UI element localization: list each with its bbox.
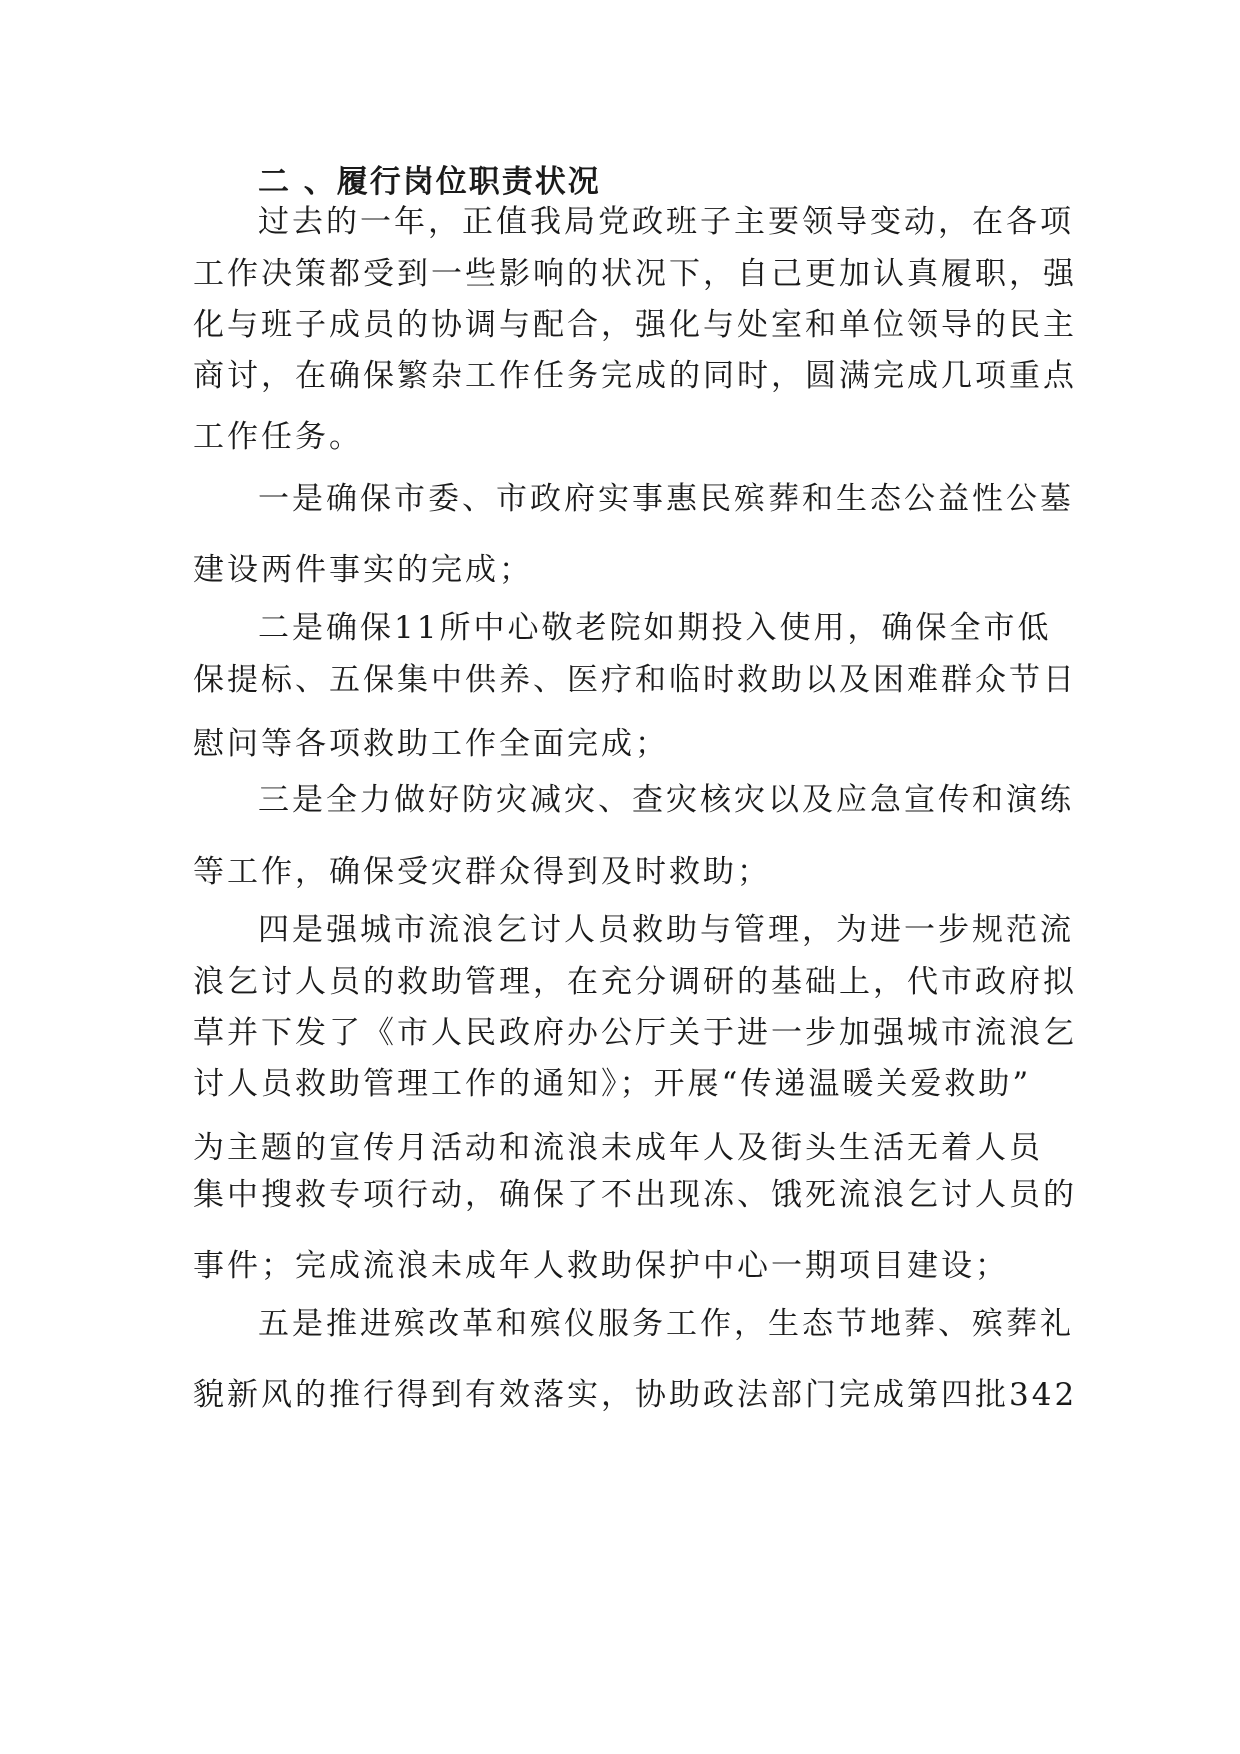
paragraph-line: 二是确保11所中心敬老院如期投入使用，确保全市低 <box>258 610 1052 646</box>
paragraph-line: 工作任务。 <box>193 419 363 455</box>
paragraph-line: 讨人员救助管理工作的通知》；开展“传递温暖关爱救助” <box>193 1066 1032 1102</box>
paragraph-line: 工作决策都受到一些影响的状况下，自己更加认真履职，强 <box>193 256 1077 292</box>
paragraph-line: 一是确保市委、市政府实事惠民殡葬和生态公益性公墓 <box>258 481 1074 517</box>
paragraph-line: 浪乞讨人员的救助管理，在充分调研的基础上，代市政府拟 <box>193 964 1077 1000</box>
paragraph-line: 慰问等各项救助工作全面完成； <box>193 726 669 762</box>
paragraph-line: 事件；完成流浪未成年人救助保护中心一期项目建设； <box>193 1248 1009 1284</box>
paragraph-line: 五是推进殡改革和殡仪服务工作，生态节地葬、殡葬礼 <box>258 1306 1074 1342</box>
paragraph-line: 等工作，确保受灾群众得到及时救助； <box>193 854 771 890</box>
paragraph-line: 集中搜救专项行动，确保了不出现冻、饿死流浪乞讨人员的 <box>193 1177 1077 1213</box>
paragraph-line: 三是全力做好防灾减灾、查灾核灾以及应急宣传和演练 <box>258 782 1074 818</box>
paragraph-line: 化与班子成员的协调与配合，强化与处室和单位领导的民主 <box>193 307 1077 343</box>
paragraph-line: 为主题的宣传月活动和流浪未成年人及街头生活无着人员 <box>193 1130 1043 1166</box>
paragraph-line: 建设两件事实的完成； <box>193 552 533 588</box>
section-heading: 二 、履行岗位职责状况 <box>258 164 601 200</box>
paragraph-line: 过去的一年，正值我局党政班子主要领导变动，在各项 <box>258 204 1074 240</box>
paragraph-line: 貌新风的推行得到有效落实，协助政法部门完成第四批342 <box>193 1377 1078 1413</box>
paragraph-line: 四是强城市流浪乞讨人员救助与管理，为进一步规范流 <box>258 912 1074 948</box>
paragraph-line: 草并下发了《市人民政府办公厅关于进一步加强城市流浪乞 <box>193 1015 1077 1051</box>
paragraph-line: 保提标、五保集中供养、医疗和临时救助以及困难群众节日 <box>193 662 1077 698</box>
paragraph-line: 商讨，在确保繁杂工作任务完成的同时，圆满完成几项重点 <box>193 358 1077 394</box>
